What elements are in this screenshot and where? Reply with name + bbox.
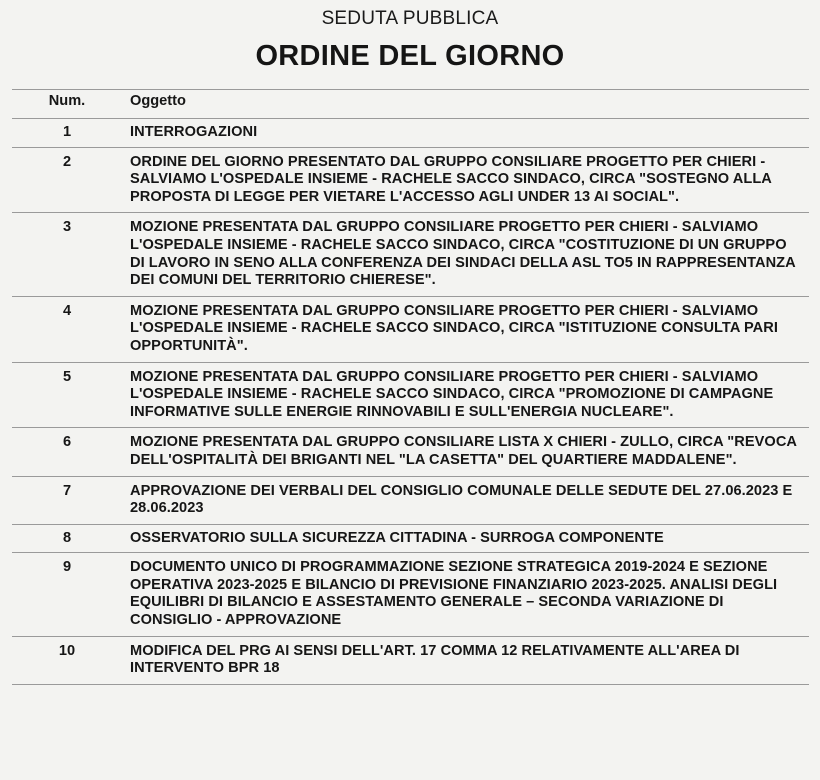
column-header-num: Num. <box>12 90 122 119</box>
table-row <box>12 362 809 428</box>
item-subject: MOZIONE PRESENTATA DAL GRUPPO CONSILIARE LISTA X CHIERI - ZULLO, CIRCA "REVOCA DELL'OSPITALITÀ DEI BRIGANTI NEL "LA CASETTA" DEL QUARTIERE MADDALENE". <box>122 428 809 476</box>
item-subject: MOZIONE PRESENTATA DAL GRUPPO CONSILIARE PROGETTO PER CHIERI - SALVIAMO L'OSPEDALE INSIEME - RACHELE SACCO SINDACO, CIRCA "PROMOZIONE DI CAMPAGNE INFORMATIVE SULLE ENERGIE RINNOVABILI E SULL'ENERGIA NUCLEARE". <box>122 362 809 428</box>
item-number: 10 <box>12 636 122 684</box>
table-row <box>12 119 809 148</box>
item-subject: MOZIONE PRESENTATA DAL GRUPPO CONSILIARE PROGETTO PER CHIERI - SALVIAMO L'OSPEDALE INSIEME - RACHELE SACCO SINDACO, CIRCA "ISTITUZIONE CONSULTA PARI OPPORTUNITÀ". <box>122 296 809 362</box>
item-subject: DOCUMENTO UNICO DI PROGRAMMAZIONE SEZIONE STRATEGICA 2019-2024 E SEZIONE OPERATIVA 2023-2025 E BILANCIO DI PREVISIONE FINANZIARIO 2023-2025. ANALISI DEGLI EQUILIBRI DI BILANCIO E ASSESTAMENTO GENERALE – SECONDA VARIAZIONE DI CONSIGLIO - APPROVAZIONE <box>122 553 809 636</box>
column-header-oggetto: Oggetto <box>122 90 809 119</box>
table-row <box>12 524 809 553</box>
item-number: 9 <box>12 553 122 636</box>
table-header-row <box>12 90 809 119</box>
table-row <box>12 476 809 524</box>
item-subject: OSSERVATORIO SULLA SICUREZZA CITTADINA - SURROGA COMPONENTE <box>122 524 809 553</box>
item-number: 2 <box>12 147 122 213</box>
item-subject: APPROVAZIONE DEI VERBALI DEL CONSIGLIO COMUNALE DELLE SEDUTE DEL 27.06.2023 E 28.06.2023 <box>122 476 809 524</box>
item-number: 1 <box>12 119 122 148</box>
item-number: 7 <box>12 476 122 524</box>
table-row <box>12 213 809 296</box>
page-title: ORDINE DEL GIORNO <box>255 40 565 72</box>
item-number: 8 <box>12 524 122 553</box>
table-row <box>12 147 809 213</box>
item-subject: INTERROGAZIONI <box>122 119 809 148</box>
session-subtitle: SEDUTA PUBBLICA <box>321 8 499 29</box>
table-row <box>12 428 809 476</box>
item-number: 5 <box>12 362 122 428</box>
table-row <box>12 636 809 684</box>
item-number: 4 <box>12 296 122 362</box>
table-row <box>12 553 809 636</box>
item-subject: ORDINE DEL GIORNO PRESENTATO DAL GRUPPO CONSILIARE PROGETTO PER CHIERI - SALVIAMO L'OSPEDALE INSIEME - RACHELE SACCO SINDACO, CIRCA "SOSTEGNO ALLA PROPOSTA DI LEGGE PER VIETARE L'ACCESSO AGLI UNDER 13 AI SOCIAL". <box>122 147 809 213</box>
item-number: 6 <box>12 428 122 476</box>
agenda-table <box>12 89 809 685</box>
item-number: 3 <box>12 213 122 296</box>
item-subject: MOZIONE PRESENTATA DAL GRUPPO CONSILIARE PROGETTO PER CHIERI - SALVIAMO L'OSPEDALE INSIEME - RACHELE SACCO SINDACO, CIRCA "COSTITUZIONE DI UN GRUPPO DI LAVORO IN SENO ALLA CONFERENZA DEI SINDACI DELLA ASL TO5 IN RAPPRESENTANZA DEI COMUNI DEL TERRITORIO CHIERESE". <box>122 213 809 296</box>
table-row <box>12 296 809 362</box>
item-subject: MODIFICA DEL PRG AI SENSI DELL'ART. 17 COMMA 12 RELATIVAMENTE ALL'AREA DI INTERVENTO BPR 18 <box>122 636 809 684</box>
